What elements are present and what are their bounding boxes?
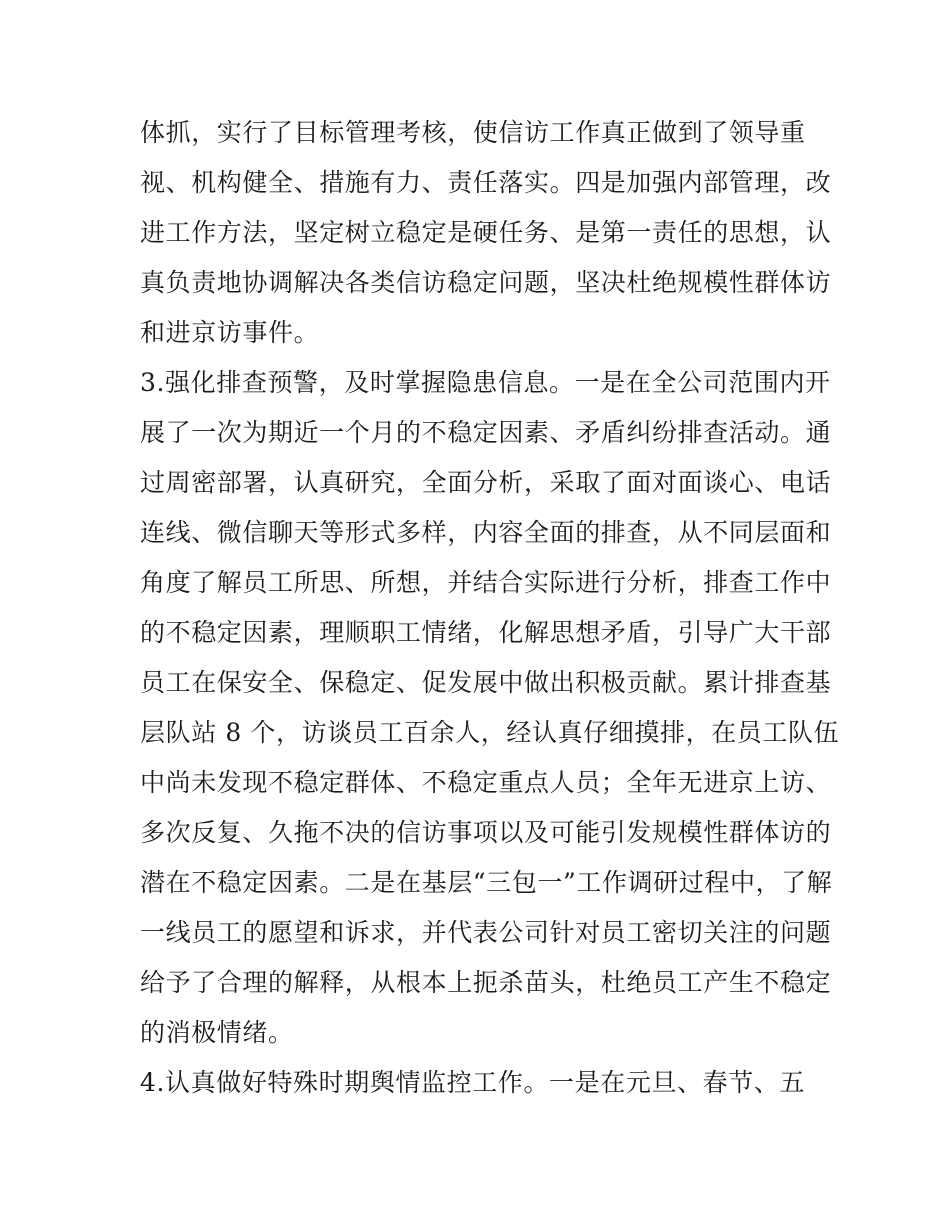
text-line: 多次反复、久拖不决的信访事项以及可能引发规模性群体访的 xyxy=(140,818,832,847)
text-line: 真负责地协调解决各类信访稳定问题，坚决杜绝规模性群体访 xyxy=(140,268,832,297)
text-line: 4.认真做好特殊时期舆情监控工作。一是在元旦、春节、五 xyxy=(140,1068,806,1097)
body-text xyxy=(140,108,840,1108)
text-line: 一线员工的愿望和诉求，并代表公司针对员工密切关注的问题 xyxy=(140,918,832,947)
text-line: 进工作方法，坚定树立稳定是硬任务、是第一责任的思想，认 xyxy=(140,218,832,247)
text-line: 视、机构健全、措施有力、责任落实。四是加强内部管理，改 xyxy=(140,168,832,197)
text-line: 体抓，实行了目标管理考核，使信访工作真正做到了领导重 xyxy=(140,118,806,147)
text-line: 过周密部署，认真研究，全面分析，采取了面对面谈心、电话 xyxy=(140,468,832,497)
text-line: 展了一次为期近一个月的不稳定因素、矛盾纠纷排查活动。通 xyxy=(140,418,832,447)
text-line: 和进京访事件。 xyxy=(140,318,320,347)
text-line: 角度了解员工所思、所想，并结合实际进行分析，排查工作中 xyxy=(140,568,832,597)
text-line: 的不稳定因素，理顺职工情绪，化解思想矛盾，引导广大干部 xyxy=(140,618,832,647)
text-line: 3.强化排查预警，及时掌握隐患信息。一是在全公司范围内开 xyxy=(140,368,831,397)
text-line: 中尚未发现不稳定群体、不稳定重点人员；全年无进京上访、 xyxy=(140,768,832,797)
text-line: 的消极情绪。 xyxy=(140,1018,294,1047)
text-line: 层队站 8 个，访谈员工百余人，经认真仔细摸排，在员工队伍 xyxy=(140,718,840,747)
text-line: 连线、微信聊天等形式多样，内容全面的排查，从不同层面和 xyxy=(140,518,832,547)
text-line: 给予了合理的解释，从根本上扼杀苗头，杜绝员工产生不稳定 xyxy=(140,968,832,997)
text-line: 潜在不稳定因素。二是在基层“三包一”工作调研过程中，了解 xyxy=(140,868,833,897)
text-line: 员工在保安全、保稳定、促发展中做出积极贡献。累计排查基 xyxy=(140,668,832,697)
